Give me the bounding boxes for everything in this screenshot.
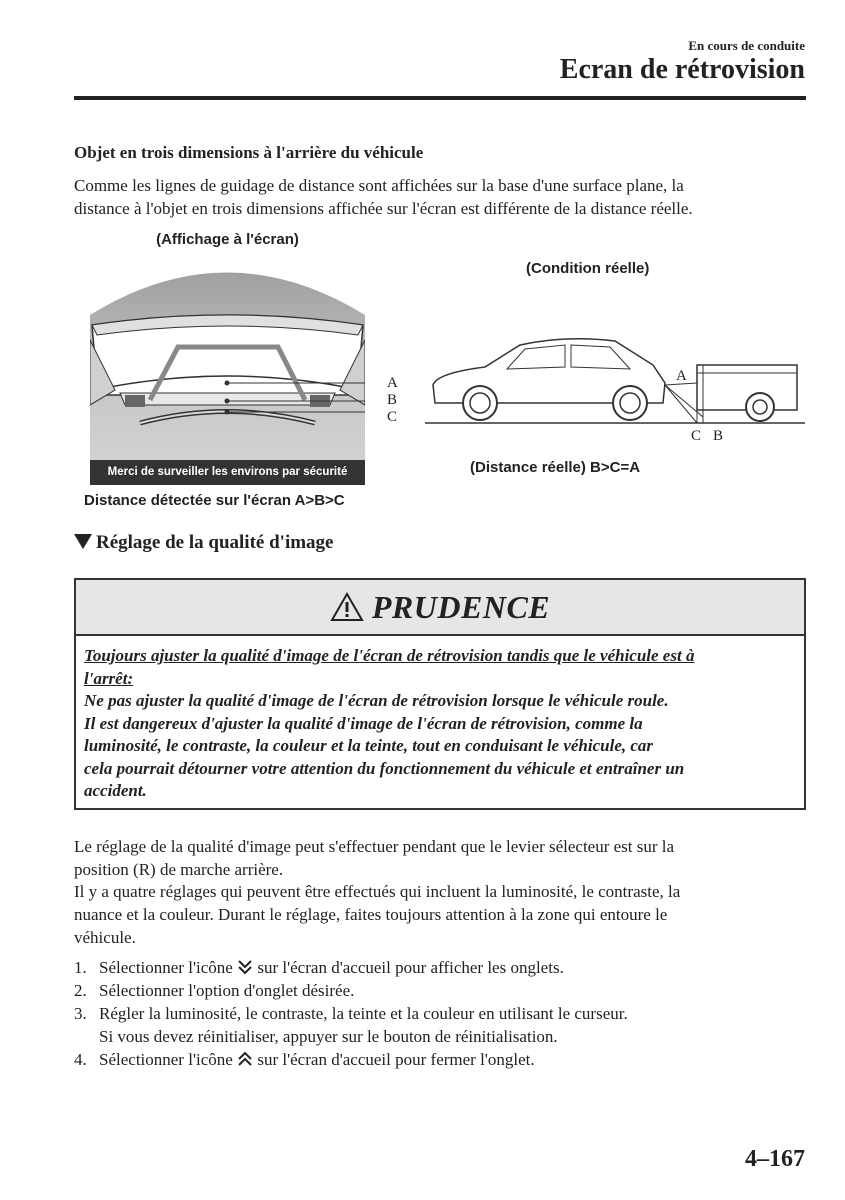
list-item [74,956,809,979]
step-number: 1. [74,958,87,977]
real-label-c: C [691,428,702,444]
caution-line: cela pourrait détourner votre attention du fonctionnement du véhicule et entraîner un [84,758,685,778]
caution-box [74,578,806,810]
step-text: Sélectionner l'option d'onglet désirée. [99,981,355,1000]
double-chevron-down-icon [237,959,253,975]
caution-line: l'arrêt: [84,668,134,688]
real-label-a: A [676,368,687,384]
body-line: nuance et la couleur. Durant le réglage, faites toujours attention à la zone qui entoure le [74,905,668,924]
body-line: position (R) de marche arrière. [74,860,284,879]
step-text: Sélectionner l'icône sur l'écran d'accueil pour fermer l'onglet. [99,1050,535,1069]
step-number: 2. [74,981,87,1000]
step-number: 4. [74,1050,87,1069]
real-condition-caption: (Condition réelle) [526,260,650,277]
body-paragraph-1 [74,835,809,881]
image-quality-heading [74,532,333,554]
body-line: Il y a quatre réglages qui peuvent être effectués qui incluent la luminosité, le contraste, la [74,882,681,901]
caution-header [76,580,804,636]
caution-line: Toujours ajuster la qualité d'image de l'écran de rétrovision tandis que le véhicule est à [84,646,695,665]
caution-line: accident. [84,781,147,800]
list-item [74,979,809,1002]
real-condition-illustration [425,325,805,430]
caution-body [76,636,804,803]
subheading: Objet en trois dimensions à l'arrière du véhicule [74,143,424,162]
list-item [74,1002,809,1025]
real-distance-caption: (Distance réelle) B>C=A [470,459,641,476]
caution-line: Il est dangereux d'ajuster la qualité d'image de l'écran de rétrovision, comme la [84,713,643,733]
body-line: véhicule. [74,928,136,947]
body-paragraph-2 [74,880,809,949]
intro-paragraph [74,174,809,220]
section-header: En cours de conduite [688,38,805,53]
triangle-bullet-icon [74,534,92,549]
list-item [74,1048,809,1071]
screen-label-a: A [387,375,398,391]
screen-label-b: B [387,392,398,408]
double-chevron-up-icon [237,1051,253,1067]
page-number: 4–167 [745,1146,805,1172]
caution-line: Ne pas ajuster la qualité d'image de l'écran de rétrovision lorsque le véhicule roule. [84,691,669,710]
camera-screen-illustration [90,255,365,485]
caution-title: PRUDENCE [371,588,551,625]
step-text: Sélectionner l'icône sur l'écran d'accueil pour afficher les onglets. [99,958,564,977]
intro-line: distance à l'objet en trois dimensions affichée sur l'écran est différente de la distance réelle. [74,199,693,218]
screen-label-c: C [387,409,398,425]
screen-caption: (Affichage à l'écran) [156,231,299,248]
intro-line: Comme les lignes de guidage de distance sont affichées sur la base d'une surface plane, la [74,176,684,195]
step-number: 3. [74,1004,87,1023]
warning-triangle-icon [330,592,364,622]
screen-distance-caption: Distance détectée sur l'écran A>B>C [84,492,345,509]
step-continuation: Si vous devez réinitialiser, appuyer sur le bouton de réinitialisation. [99,1027,558,1046]
page-title: Ecran de rétrovision [559,54,805,85]
header-divider [74,96,806,100]
caution-line: luminosité, le contraste, la couleur et la teinte, tout en conduisant le véhicule, car [84,736,654,755]
body-line: Le réglage de la qualité d'image peut s'effectuer pendant que le levier sélecteur est sur la [74,837,675,856]
image-quality-heading-text: Réglage de la qualité d'image [96,532,334,553]
steps-list [74,956,809,1071]
step-text: Régler la luminosité, le contraste, la teinte et la couleur en utilisant le curseur. [99,1004,628,1023]
real-label-b: B [713,428,724,444]
screen-warning-banner: Merci de surveiller les environs par sécurité [107,466,348,478]
